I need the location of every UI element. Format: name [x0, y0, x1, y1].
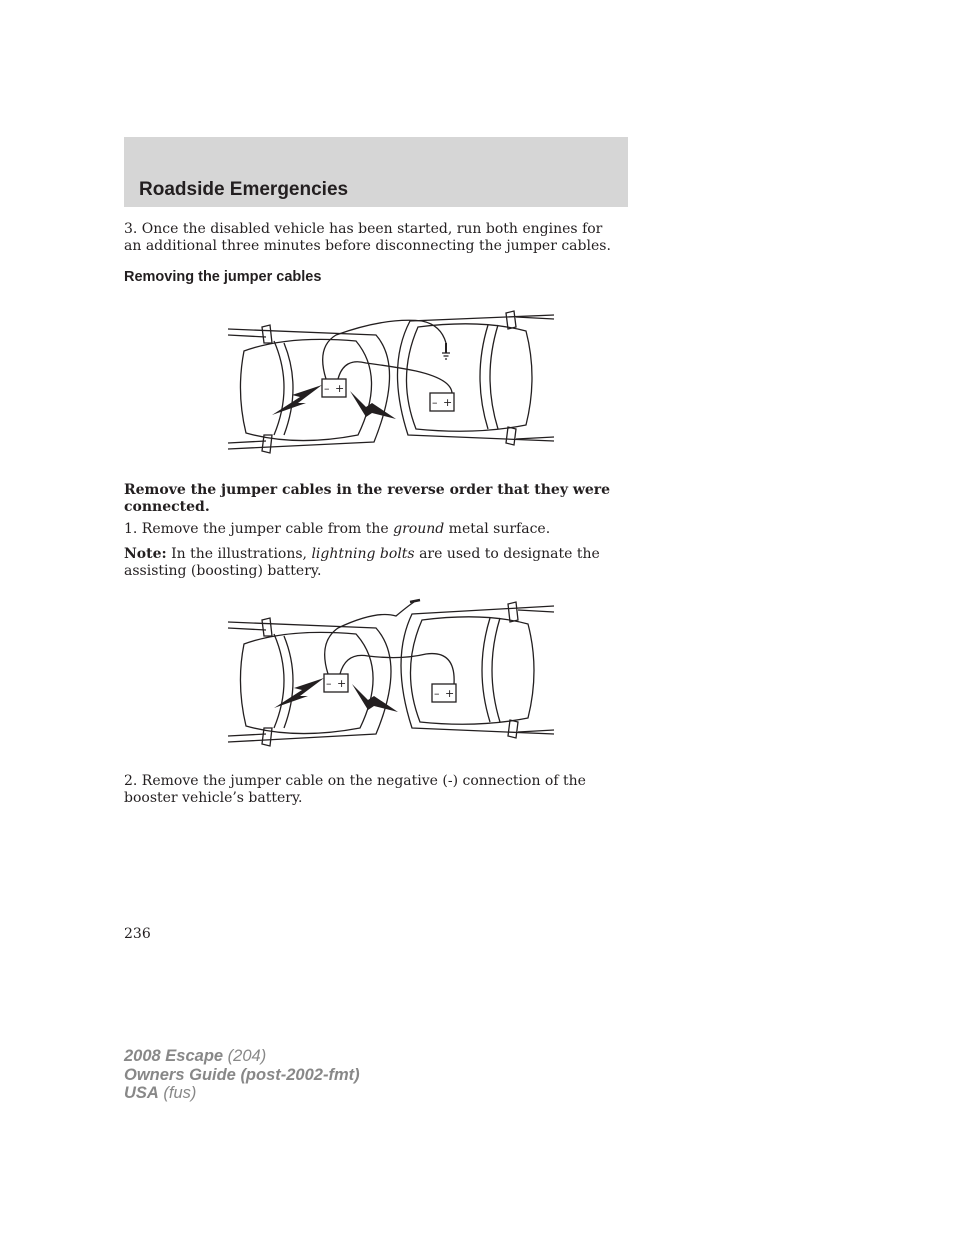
right-car-hood: [406, 324, 532, 431]
note-before: In the illustrations,: [166, 546, 312, 562]
step-3-text: 3. Once the disabled vehicle has been started, run both engines for an additional three minutes before disconnecting the jumper cables.: [124, 221, 611, 254]
header-band: [124, 137, 628, 207]
right-battery-minus: –: [434, 687, 440, 700]
left-car-windshield: [274, 634, 284, 728]
right-car-windshield: [480, 325, 488, 429]
step-1-emphasis: ground: [393, 521, 445, 537]
lightning-bolt-icon: [352, 684, 398, 712]
step-1-text: [124, 521, 624, 538]
cable-positive: [338, 362, 452, 393]
note-text: [124, 546, 624, 580]
jumper-cables-illustration-2: [226, 598, 556, 758]
right-car-mirror-top: [508, 602, 518, 622]
footer-line-2: [124, 1066, 360, 1085]
left-car-outline: [228, 622, 391, 742]
lightning-bolt-icon: [272, 385, 322, 415]
note-emphasis: lightning bolts: [311, 546, 415, 562]
note-after: are used to designate the assisting (boosting) battery.: [124, 546, 600, 579]
jumper-cables-illustration-1: [226, 307, 556, 467]
step-1-before: 1. Remove the jumper cable from the: [124, 521, 394, 537]
page-number: 236: [124, 926, 151, 942]
warning-text: Remove the jumper cables in the reverse order that they were connected.: [124, 482, 611, 515]
right-car-mirror-bottom: [506, 427, 516, 445]
footer-market: USA: [124, 1084, 159, 1102]
right-battery-plus: +: [443, 396, 453, 409]
lightning-bolt-icon: [350, 391, 396, 419]
page-title: Roadside Emergencies: [139, 179, 349, 200]
left-battery-plus: +: [335, 382, 345, 395]
footer-model: 2008 Escape: [124, 1047, 224, 1065]
footer-market-code: (fus): [158, 1084, 197, 1102]
footer-line-1: [124, 1047, 360, 1066]
left-car-hood: [240, 632, 373, 733]
document-footer: [124, 1047, 360, 1103]
right-battery-plus: +: [445, 687, 455, 700]
left-car-mirror-top: [262, 618, 272, 636]
right-car-hood: [410, 617, 534, 724]
cable-positive: [340, 654, 454, 684]
right-car-windshield: [482, 618, 490, 722]
figure-jumper-cables-2: [226, 598, 556, 758]
left-car-mirror-top: [262, 325, 272, 343]
figure-jumper-cables-1: [226, 307, 556, 467]
note-label: Note:: [124, 546, 167, 562]
step-1-after: metal surface.: [444, 521, 551, 537]
right-car-outline: [397, 315, 554, 441]
left-battery-minus: –: [326, 677, 332, 690]
lightning-bolt-icon: [274, 678, 324, 708]
section-title: Removing the jumper cables: [124, 269, 322, 285]
footer-guide: Owners Guide (post-2002-fmt): [124, 1065, 360, 1084]
right-car-outline: [401, 606, 554, 734]
step-2-text: 2. Remove the jumper cable on the negative (-) connection of the booster vehicle’s battery.: [124, 773, 586, 806]
disconnected-clip: [410, 600, 420, 602]
left-car-windshield: [274, 341, 284, 435]
left-car-outline: [228, 329, 390, 449]
left-battery-minus: –: [324, 382, 330, 395]
right-car-mirror-bottom: [508, 720, 518, 738]
right-car-mirror-top: [506, 311, 516, 329]
footer-model-code: (204): [223, 1047, 267, 1065]
right-battery-minus: –: [432, 396, 438, 409]
left-battery-plus: +: [337, 677, 347, 690]
footer-line-3: [124, 1084, 360, 1103]
left-car-hood: [240, 339, 371, 440]
